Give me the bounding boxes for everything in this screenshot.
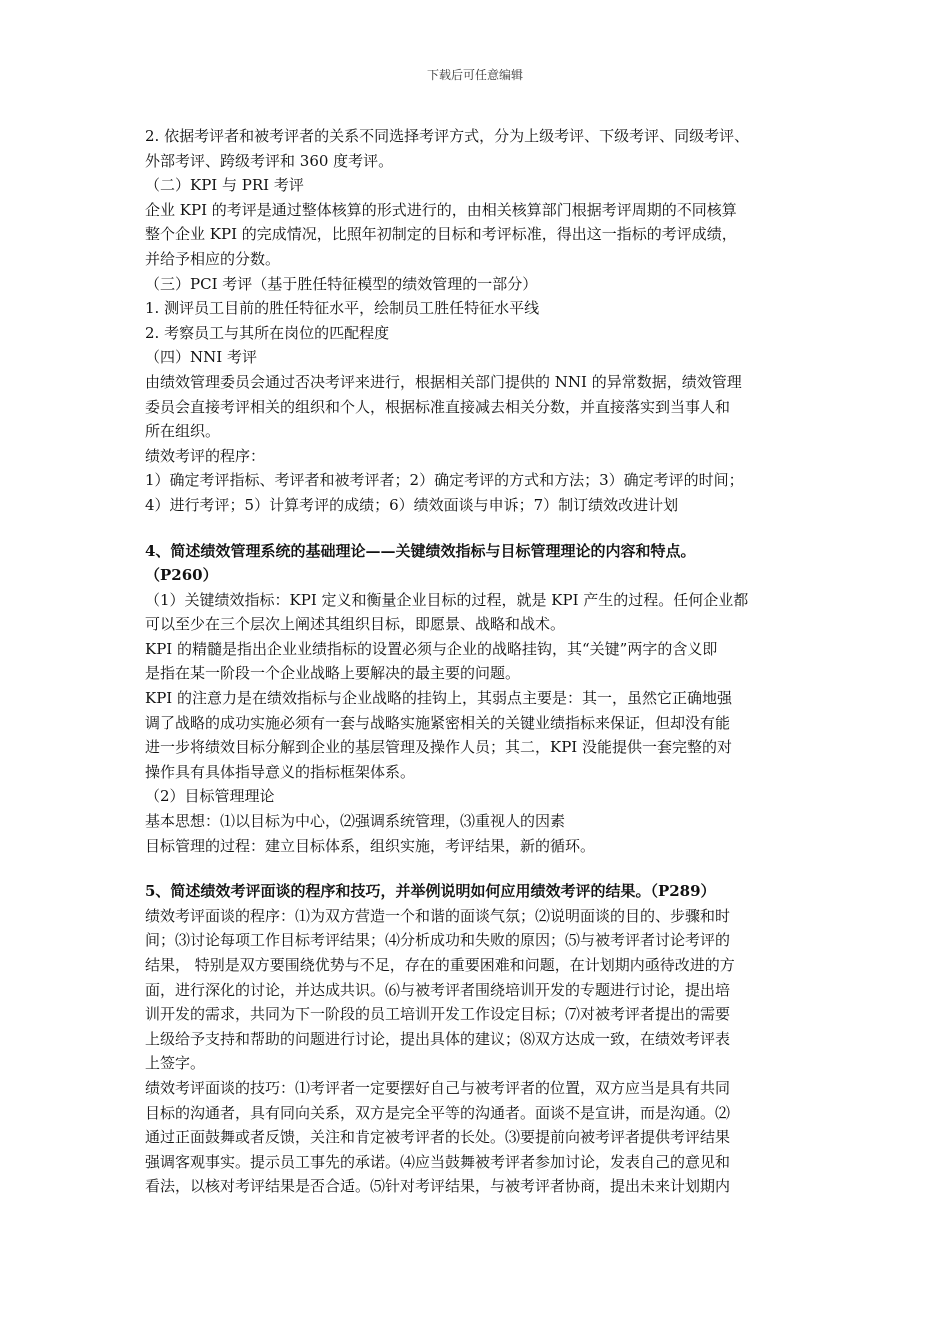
paragraph-line: （1）关键绩效指标：KPI 定义和衡量企业目标的过程，就是 KPI 产生的过程。任何企业都 [145,590,749,609]
paragraph-line: 进一步将绩效目标分解到企业的基层管理及操作人员；其二，KPI 没能提供一套完整的对 [145,738,732,757]
page-header: 下载后可任意编辑 [426,68,523,82]
section-heading: （四）NNI 考评 [145,348,257,367]
paragraph-line: 绩效考评面谈的程序：⑴为双方营造一个和谐的面谈气氛；⑵说明面谈的目的、步骤和时 [145,906,731,925]
paragraph-line: 1. 测评员工目前的胜任特征水平，绘制员工胜任特征水平线 [145,299,540,318]
paragraph-line: 上级给予支持和帮助的问题进行讨论，提出具体的建议；⑻双方达成一致，在绩效考评表 [145,1029,731,1048]
paragraph-line: 整个企业 KPI 的完成情况，比照年初制定的目标和考评标准，得出这一指标的考评成绩， [145,225,737,244]
paragraph-line: 上签字。 [145,1054,206,1073]
paragraph-line: 1）确定考评指标、考评者和被考评者；2）确定考评的方式和方法；3）确定考评的时间； [145,471,744,490]
paragraph-line: 外部考评、跨级考评和 360 度考评。 [145,151,394,170]
section-heading: （三）PCI 考评（基于胜任特征模型的绩效管理的一部分） [145,274,538,293]
paragraph-line: KPI 的注意力是在绩效指标与企业战略的挂钩上，其弱点主要是：其一，虽然它正确地强 [145,689,732,708]
section-heading: （二）KPI 与 PRI 考评 [145,176,304,195]
paragraph-line: 目标的沟通者，具有同向关系，双方是完全平等的沟通者。面谈不是宣讲，而是沟通。⑵ [145,1103,731,1122]
paragraph-line: 看法，以核对考评结果是否合适。⑸针对考评结果，与被考评者协商，提出未来计划期内 [145,1177,731,1196]
paragraph-line: 企业 KPI 的考评是通过整体核算的形式进行的，由相关核算部门根据考评周期的不同核算 [145,200,737,219]
paragraph-line: 2. 依据考评者和被考评者的关系不同选择考评方式，分为上级考评、下级考评、同级考评、 [145,127,750,145]
paragraph-line: 调了战略的成功实施必须有一套与战略实施紧密相关的关键业绩指标来保证，但却没有能 [145,713,731,732]
spacer [145,518,825,539]
question-heading: 5、简述绩效考评面谈的程序和技巧，并举例说明如何应用绩效考评的结果。（P289） [145,882,716,901]
paragraph-line: KPI 的精髓是指出企业业绩指标的设置必须与企业的战略挂钩，其“关键”两字的含义即 [145,639,718,658]
paragraph-line: 目标管理的过程：建立目标体系，组织实施，考评结果，新的循环。 [145,836,596,855]
paragraph-line: 结果， 特别是双方要围绕优势与不足，存在的重要困难和问题，在计划期内亟待改进的方 [145,956,735,974]
paragraph-line: 间；⑶讨论每项工作目标考评结果；⑷分析成功和失败的原因；⑸与被考评者讨论考评的 [145,931,731,950]
paragraph-line: 4）进行考评；5）计算考评的成绩；6）绩效面谈与申诉；7）制订绩效改进计划 [145,495,679,514]
paragraph-line: 绩效考评的程序： [145,446,266,465]
question-heading: 4、简述绩效管理系统的基础理论——关键绩效指标与目标管理理论的内容和特点。 [145,541,696,560]
section-heading: （2）目标管理理论 [145,787,275,806]
paragraph-line: 可以至少在三个层次上阐述其组织目标，即愿景、战略和战术。 [145,615,566,634]
paragraph-line: 所在组织。 [145,422,221,441]
paragraph-line: 2. 考察员工与其所在岗位的匹配程度 [145,323,390,342]
paragraph-line: 训开发的需求，共同为下一阶段的员工培训开发工作设定目标；⑺对被考评者提出的需要 [145,1005,731,1024]
paragraph-line: 是指在某一阶段一个企业战略上要解决的最主要的问题。 [145,664,521,683]
paragraph-line: 委员会直接考评相关的组织和个人，根据标准直接减去相关分数，并直接落实到当事人和 [145,397,731,416]
paragraph-line: 基本思想：⑴以目标为中心，⑵强调系统管理，⑶重视人的因素 [145,812,566,831]
question-heading: （P260） [145,566,218,585]
paragraph-line: 面，进行深化的讨论，并达成共识。⑹与被考评者围绕培训开发的专题进行讨论，提出培 [145,980,731,999]
paragraph-line: 并给予相应的分数。 [145,249,281,268]
document-body [145,124,825,1199]
paragraph-line: 操作具有具体指导意义的指标框架体系。 [145,762,416,781]
paragraph-line: 强调客观事实。提示员工事先的承诺。⑷应当鼓舞被考评者参加讨论，发表自己的意见和 [145,1152,731,1171]
paragraph-line: 通过正面鼓舞或者反馈，关注和肯定被考评者的长处。⑶要提前向被考评者提供考评结果 [145,1128,731,1147]
paragraph-line: 绩效考评面谈的技巧：⑴考评者一定要摆好自己与被考评者的位置，双方应当是具有共同 [145,1078,731,1097]
spacer [145,858,825,879]
paragraph-line: 由绩效管理委员会通过否决考评来进行，根据相关部门提供的 NNI 的异常数据，绩效管理 [145,372,742,391]
